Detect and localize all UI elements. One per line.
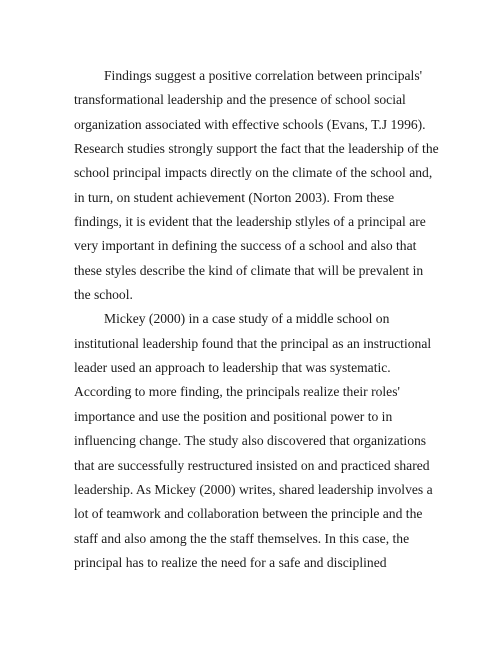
- paragraph-1: [74, 64, 439, 307]
- paragraph-line: According to more finding, the principals realize their roles': [74, 384, 400, 400]
- paragraph-line: the school.: [74, 287, 133, 303]
- paragraph-line: very important in defining the success of a school and also that: [74, 238, 417, 254]
- paragraph-line: findings, it is evident that the leadership stlyles of a principal are: [74, 214, 426, 230]
- paragraph-line: lot of teamwork and collaboration between the principle and the: [74, 506, 423, 522]
- paragraph-line: influencing change. The study also discovered that organizations: [74, 433, 427, 449]
- body-text: [74, 64, 439, 575]
- paragraph-line: that are successfully restructured insisted on and practiced shared: [74, 457, 430, 473]
- paragraph-line: in turn, on student achievement (Norton 2003). From these: [74, 189, 395, 205]
- paragraph-line: staff and also among the the staff themselves. In this case, the: [74, 530, 410, 546]
- paragraph-line: organization associated with effective schools (Evans, T.J 1996).: [74, 116, 426, 132]
- paragraph-line: Findings suggest a positive correlation between principals': [104, 68, 423, 83]
- paragraph-line: principal has to realize the need for a safe and disciplined: [74, 554, 387, 570]
- paragraph-line: transformational leadership and the presence of school social: [74, 92, 406, 108]
- paragraph-line: school principal impacts directly on the climate of the school and,: [74, 165, 433, 181]
- paragraph-line: leader used an approach to leadership that was systematic.: [74, 360, 391, 376]
- paragraph-line: institutional leadership found that the principal as an instructional: [74, 335, 432, 351]
- paragraph-line: Research studies strongly support the fact that the leadership of the: [74, 141, 439, 157]
- paragraph-line: leadership. As Mickey (2000) writes, shared leadership involves a: [74, 481, 433, 497]
- paragraph-2: [74, 307, 436, 575]
- paragraph-line: Mickey (2000) in a case study of a middle school on: [104, 311, 390, 327]
- paragraph-line: importance and use the position and positional power to in: [74, 408, 393, 424]
- paragraph-line: these styles describe the kind of climate that will be prevalent in: [74, 262, 424, 278]
